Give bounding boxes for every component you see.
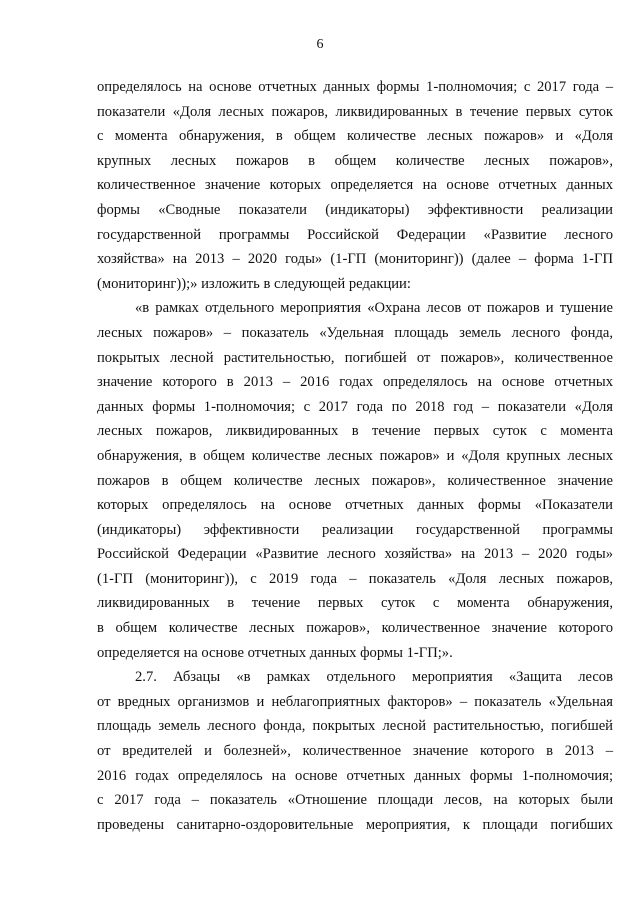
text-line: формы «Сводные показатели (индикаторы) эффективности реализации — [97, 201, 613, 218]
text-line: хозяйства» на 2013 – 2020 годы» (1-ГП (мониторинг)) (далее – форма 1-ГП — [97, 251, 613, 268]
text-line: покрытых лесной растительностью, погибшей от пожаров», количественное — [97, 349, 613, 366]
text-line: определялось на основе отчетных данных формы 1-полномочия; с 2017 года – — [97, 79, 613, 95]
text-line: значение которого в 2013 – 2016 годах определялось на основе отчетных — [97, 374, 613, 391]
document-body — [97, 75, 613, 837]
text-line: в общем количестве лесных пожаров», количественное значение которого — [97, 620, 613, 637]
text-line: количественное значение которых определяется на основе отчетных данных — [97, 177, 613, 194]
text-line: крупных лесных пожаров в общем количестве лесных пожаров», — [97, 152, 613, 169]
text-line: данных формы 1-полномочия; с 2017 года по 2018 год – показатели «Доля — [97, 398, 613, 415]
text-line: 2016 годах определялось на основе отчетных данных формы 1-полномочия; — [97, 767, 613, 784]
text-line: «в рамках отдельного мероприятия «Охрана лесов от пожаров и тушение — [135, 300, 613, 317]
text-line: от вредных организмов и неблагоприятных факторов» – показатель «Удельная — [97, 693, 613, 710]
text-line: показатели «Доля лесных пожаров, ликвидированных в течение первых суток — [97, 103, 613, 120]
text-line: площадь земель лесного фонда, покрытых лесной растительностью, погибшей — [97, 718, 613, 735]
page-number: 6 — [316, 37, 324, 52]
text-line: лесных пожаров, ликвидированных в течение первых суток с момента — [97, 423, 613, 440]
text-line: (1-ГП (мониторинг)), с 2019 года – показатель «Доля лесных пожаров, — [97, 570, 613, 587]
text-line: Российской Федерации «Развитие лесного хозяйства» на 2013 – 2020 годы» — [97, 546, 613, 563]
text-line: лесных пожаров» – показатель «Удельная площадь земель лесного фонда, — [97, 324, 613, 341]
text-line: ликвидированных в течение первых суток с момента обнаружения, — [97, 595, 613, 612]
text-line: от вредителей и болезней», количественное значение которого в 2013 – — [97, 743, 613, 760]
text-line: 2.7. Абзацы «в рамках отдельного мероприятия «Защита лесов — [135, 669, 613, 686]
text-line: с 2017 года – показатель «Отношение площади лесов, на которых были — [97, 792, 613, 809]
text-line: (индикаторы) эффективности реализации государственной программы — [97, 521, 613, 538]
text-line: пожаров в общем количестве лесных пожаров», количественное значение — [97, 472, 613, 489]
text-line: определяется на основе отчетных данных формы 1-ГП;». — [97, 644, 453, 661]
text-line: проведены санитарно-оздоровительные мероприятия, к площади погибших — [97, 816, 613, 833]
text-line: (мониторинг));» изложить в следующей редакции: — [97, 275, 411, 292]
text-line: государственной программы Российской Федерации «Развитие лесного — [97, 226, 613, 243]
text-line: с момента обнаружения, в общем количестве лесных пожаров» и «Доля — [97, 128, 613, 145]
text-line: которых определялось на основе отчетных данных формы «Показатели — [97, 497, 613, 514]
text-line: обнаружения, в общем количестве лесных пожаров» и «Доля крупных лесных — [97, 447, 613, 464]
